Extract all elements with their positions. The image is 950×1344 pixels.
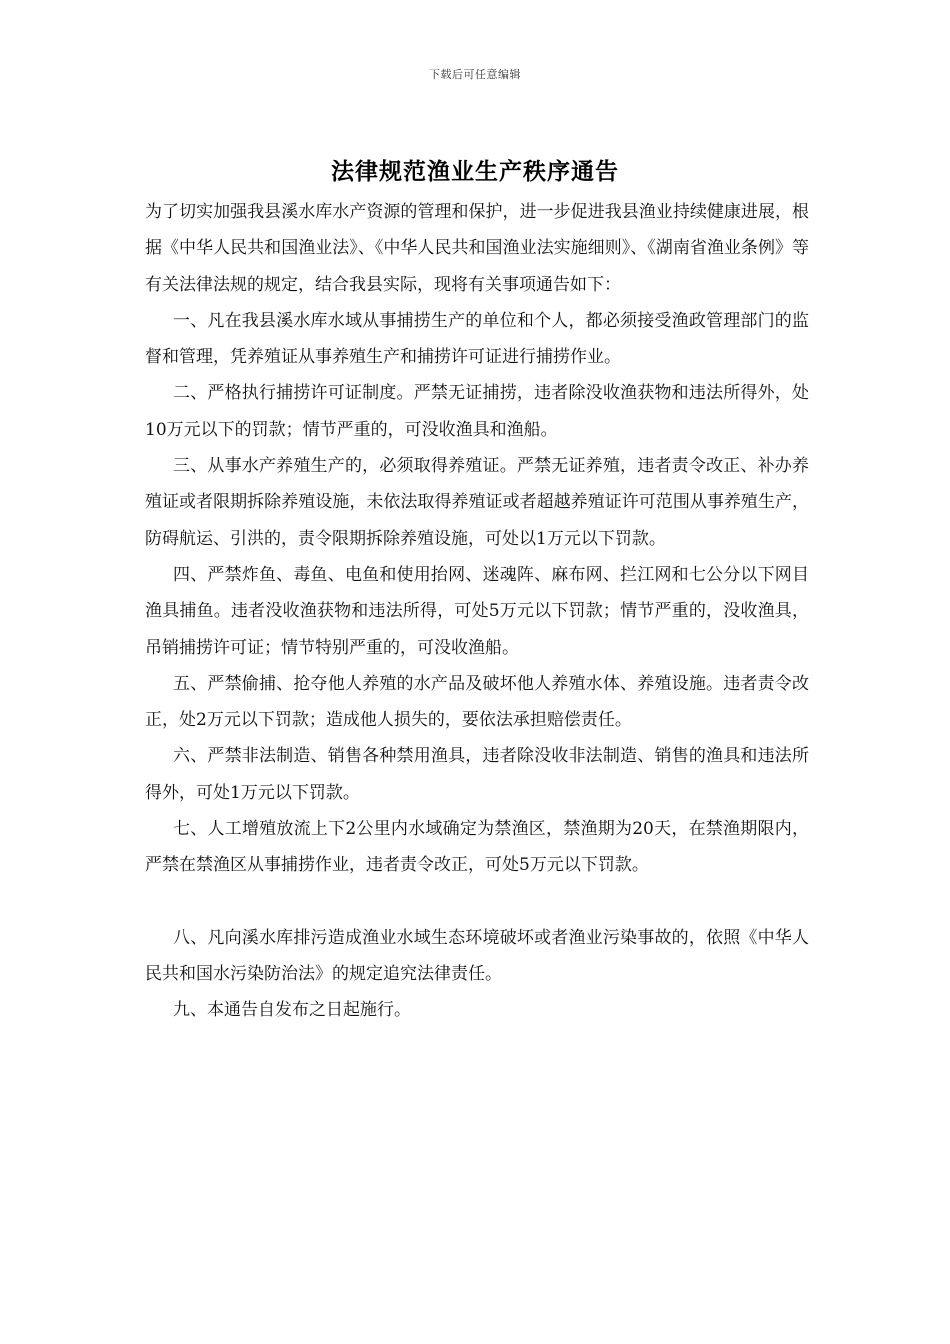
item-paragraph-7: 七、人工增殖放流上下2公里内水域确定为禁渔区，禁渔期为20天，在禁渔期限内，严禁在禁渔区从事捕捞作业，违者责令改正，可处5万元以下罚款。: [145, 819, 809, 876]
item-paragraph-6: 六、严禁非法制造、销售各种禁用渔具，违者除没收非法制造、销售的渔具和违法所得外，可处1万元以下罚款。: [145, 746, 809, 803]
item-paragraph-5: 五、严禁偷捕、抢夺他人养殖的水产品及破坏他人养殖水体、养殖设施。违者责令改正，处2万元以下罚款；造成他人损失的，要依法承担赔偿责任。: [145, 673, 809, 731]
item-paragraph-2: 二、严格执行捕捞许可证制度。严禁无证捕捞，违者除没收渔获物和违法所得外，处10万元以下的罚款；情节严重的，可没收渔具和渔船。: [145, 383, 809, 440]
item-paragraph-9: 九、本通告自发布之日起施行。: [173, 1000, 411, 1021]
item-paragraph-8: 八、凡向溪水库排污造成渔业水域生态环境破坏或者渔业污染事故的，依照《中华人民共和国水污染防治法》的规定追究法律责任。: [145, 927, 809, 984]
intro-paragraph: 为了切实加强我县溪水库水产资源的管理和保护，进一步促进我县渔业持续健康进展，根据《中华人民共和国渔业法》、《中华人民共和国渔业法实施细则》、《湖南省渔业条例》等有关法律法规的规定，结合我县实际，现将有关事项通告如下：: [145, 202, 809, 295]
item-paragraph-1: 一、凡在我县溪水库水域从事捕捞生产的单位和个人，都必须接受渔政管理部门的监督和管理，凭养殖证从事养殖生产和捕捞许可证进行捕捞作业。: [145, 310, 809, 368]
item-paragraph-3: 三、从事水产养殖生产的，必须取得养殖证。严禁无证养殖，违者责令改正、补办养殖证或者限期拆除养殖设施，未依法取得养殖证或者超越养殖证许可范围从事养殖生产，防碍航运、引洪的，责令限期拆除养殖设施，可处以1万元以下罚款。: [145, 456, 809, 549]
header-note: 下载后可任意编辑: [429, 68, 521, 81]
document-title: 法律规范渔业生产秩序通告: [331, 158, 619, 185]
item-paragraph-4: 四、严禁炸鱼、毒鱼、电鱼和使用抬网、迷魂阵、麻布网、拦江网和七公分以下网目渔具捕鱼。违者没收渔获物和违法所得，可处5万元以下罚款；情节严重的，没收渔具，吊销捕捞许可证；情节特别严重的，可没收渔船。: [145, 564, 809, 658]
document-body: [145, 194, 809, 1029]
